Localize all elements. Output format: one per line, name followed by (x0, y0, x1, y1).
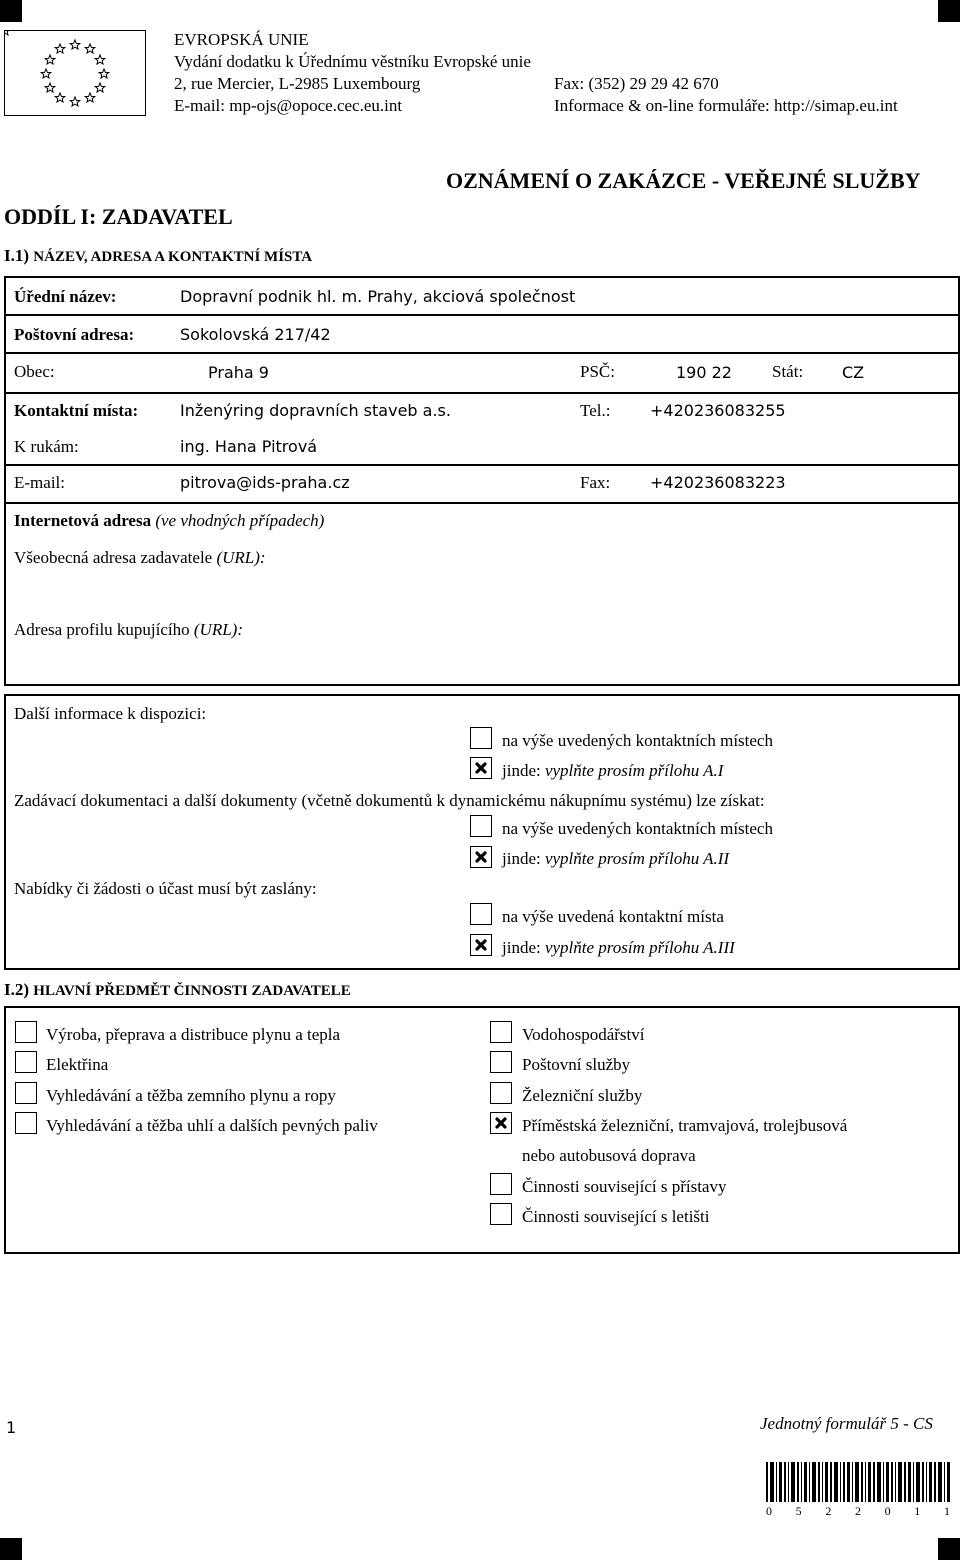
email-value: pitrova@ids-praha.cz (180, 473, 350, 492)
activity-coal-checkbox[interactable] (15, 1112, 37, 1134)
info-elsewhere-checkbox[interactable] (470, 757, 492, 779)
header-journal: Vydání dodatku k Úřednímu věstníku Evropské unie (174, 52, 531, 71)
activity-airports-label: Činnosti související s letišti (522, 1207, 710, 1226)
activity-postal-checkbox[interactable] (490, 1051, 512, 1073)
contact-points-value: Inženýring dopravních staveb a.s. (180, 401, 451, 420)
fax-value: +420236083223 (650, 473, 786, 492)
info-above-label: na výše uvedených kontaktních místech (502, 731, 773, 750)
activity-gas-heat-label: Výroba, přeprava a distribuce plynu a tepla (46, 1025, 341, 1044)
docs-above-label: na výše uvedených kontaktních místech (502, 819, 773, 838)
activity-oil-gas-label: Vyhledávání a těžba zemního plynu a ropy (46, 1086, 336, 1105)
activity-urban-transport-label-2: nebo autobusová doprava (522, 1146, 696, 1165)
page-number: 1 (6, 1418, 17, 1437)
corner-marker-bottom-right (938, 1538, 960, 1560)
activity-electricity-label: Elektřina (46, 1055, 109, 1074)
general-url-label: Všeobecná adresa zadavatele (URL): (14, 548, 266, 567)
activity-water-label: Vodohospodářství (522, 1025, 645, 1044)
official-name-value: Dopravní podnik hl. m. Prahy, akciová společnost (180, 287, 576, 306)
cross-icon (471, 935, 491, 955)
divider (4, 392, 960, 394)
corner-marker-bottom-left (0, 1538, 22, 1560)
activity-ports-checkbox[interactable] (490, 1173, 512, 1195)
postal-address-value: Sokolovská 217/42 (180, 325, 331, 344)
section-1-2-heading: I.2) HLAVNÍ PŘEDMĚT ČINNOSTI ZADAVATELE (4, 980, 351, 999)
activity-airports-checkbox[interactable] (490, 1203, 512, 1225)
attention-value: ing. Hana Pitrová (180, 437, 318, 456)
activity-railway-label: Železniční služby (522, 1086, 643, 1105)
tenders-label: Nabídky či žádosti o účast musí být zaslány: (14, 879, 317, 898)
cross-icon (471, 847, 491, 867)
eu-flag-logo (4, 30, 146, 116)
corner-marker-top-left (0, 0, 22, 22)
postcode-value: 190 22 (676, 363, 732, 382)
header-org: EVROPSKÁ UNIE (174, 30, 309, 49)
tel-value: +420236083255 (650, 401, 786, 420)
tenders-above-label: na výše uvedená kontaktní místa (502, 907, 724, 926)
town-label: Obec: (14, 362, 55, 381)
email-label: E-mail: (14, 473, 65, 492)
activity-water-checkbox[interactable] (490, 1021, 512, 1043)
divider (4, 352, 960, 354)
contact-points-label: Kontaktní místa: (14, 401, 139, 420)
corner-marker-top-right (938, 0, 960, 22)
section-title: ODDÍL I: ZADAVATEL (4, 204, 233, 229)
documents-label: Zadávací dokumentaci a další dokumenty (včetně dokumentů k dynamickému nákupnímu systému) lze získat: (14, 791, 765, 810)
divider (4, 502, 960, 504)
info-above-checkbox[interactable] (470, 727, 492, 749)
activity-gas-heat-checkbox[interactable] (15, 1021, 37, 1043)
header-email: E-mail: mp-ojs@opoce.cec.eu.int (174, 96, 403, 115)
eu-stars-icon (5, 31, 145, 115)
activity-electricity-checkbox[interactable] (15, 1051, 37, 1073)
form-name: Jednotný formulář 5 - CS (760, 1414, 933, 1433)
activity-railway-checkbox[interactable] (490, 1082, 512, 1104)
buyer-profile-url-label: Adresa profilu kupujícího (URL): (14, 620, 243, 639)
tenders-above-checkbox[interactable] (470, 903, 492, 925)
activity-urban-transport-label: Příměstská železniční, tramvajová, trolejbusová (522, 1116, 848, 1135)
section-1-1-heading: I.1) NÁZEV, ADRESA A KONTAKTNÍ MÍSTA (4, 246, 313, 265)
docs-above-checkbox[interactable] (470, 815, 492, 837)
internet-heading: Internetová adresa (ve vhodných případech) (14, 511, 325, 530)
activity-postal-label: Poštovní služby (522, 1055, 631, 1074)
activity-coal-label: Vyhledávání a těžba uhlí a dalších pevných paliv (46, 1116, 378, 1135)
activity-ports-label: Činnosti související s přístavy (522, 1177, 727, 1196)
official-name-label: Úřední název: (14, 287, 117, 306)
postcode-label: PSČ: (580, 362, 615, 381)
header-info: Informace & on-line formuláře: http://simap.eu.int (554, 96, 898, 115)
info-elsewhere-label: jinde: vyplňte prosím přílohu A.I (502, 761, 724, 780)
further-info-label: Další informace k dispozici: (14, 704, 207, 723)
divider (4, 464, 960, 466)
notice-title: OZNÁMENÍ O ZAKÁZCE - VEŘEJNÉ SLUŽBY (446, 168, 921, 193)
barcode-digits: 0 5 2 2 0 1 1 (766, 1504, 950, 1518)
fax-label: Fax: (580, 473, 611, 492)
country-label: Stát: (772, 362, 804, 381)
postal-address-label: Poštovní adresa: (14, 325, 135, 344)
country-value: CZ (842, 363, 865, 382)
attention-label: K rukám: (14, 437, 79, 456)
activity-oil-gas-checkbox[interactable] (15, 1082, 37, 1104)
town-value: Praha 9 (208, 363, 269, 382)
cross-icon (471, 758, 491, 778)
header-fax: Fax: (352) 29 29 42 670 (554, 74, 719, 93)
tenders-elsewhere-checkbox[interactable] (470, 934, 492, 956)
docs-elsewhere-label: jinde: vyplňte prosím přílohu A.II (502, 849, 730, 868)
docs-elsewhere-checkbox[interactable] (470, 846, 492, 868)
activity-urban-transport-checkbox[interactable] (490, 1112, 512, 1134)
divider (4, 314, 960, 316)
tel-label: Tel.: (580, 401, 611, 420)
cross-icon (491, 1113, 511, 1133)
tenders-elsewhere-label: jinde: vyplňte prosím přílohu A.III (502, 938, 735, 957)
header-address: 2, rue Mercier, L-2985 Luxembourg (174, 74, 421, 93)
